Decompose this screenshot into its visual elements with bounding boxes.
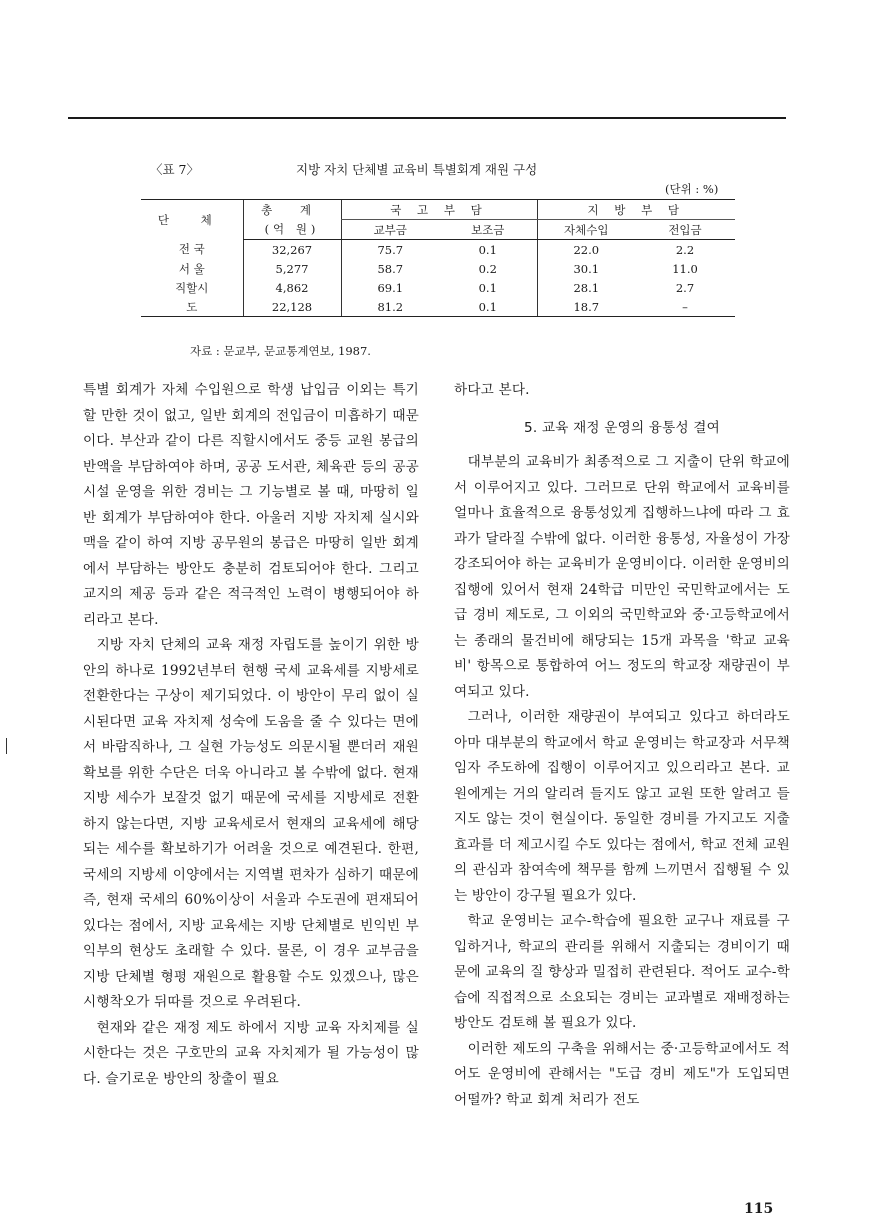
- section-heading: 5. 교육 재정 운영의 융통성 결여: [524, 419, 720, 436]
- cell-subsidy: 0.2: [478, 261, 497, 276]
- cell-total: 4,862: [243, 278, 341, 297]
- paragraph: 현재와 같은 재정 제도 하에서 지방 교육 자치제를 실시한다는 것은 구호만의 교육 자치제가 될 가능성이 많다. 슬기로운 방안의 창출이 필요: [83, 1019, 419, 1087]
- table-source: 자료 : 문교부, 문교통계연보, 1987.: [190, 344, 371, 358]
- paragraph: 이러한 제도의 구축을 위해서는 중·고등학교에서도 적어도 운영비에 관해서는 "도급 경비 제도"가 도입되면 어떨까? 학교 회계 처리가 전도: [454, 1040, 790, 1108]
- cell-subsidy: 0.1: [478, 242, 497, 257]
- row-name: 서 울: [178, 261, 205, 276]
- paragraph-continuation: 하다고 본다.: [454, 382, 530, 398]
- paragraph: 대부분의 교육비가 최종적으로 그 지출이 단위 학교에서 이루어지고 있다. 그러므로 단위 학교에서 교육비를 얼마나 효율적으로 융통성있게 집행하느냐에 따라 그 효과가 달라질 수밖에 없다. 이러한 융통성, 자율성이 가장 강조되어야 하는 교육비가 운영비이다. 이러한 운영비의 집행에 있어서 현재 24학급 미만인 국민학교에서는 도급 경비 제도로, 그 이외의 국민학교와 중·고등학교에서는 종래의 물건비에 해당되는 15개 과목을 '학교 교육비' 항목으로 통합하여 어느 정도의 학교장 재량권이 부여되고 있다.: [454, 454, 790, 700]
- cell-transfer: –: [635, 297, 735, 317]
- header-subsidy: 보조금: [439, 220, 537, 240]
- header-category: 단 체: [141, 200, 243, 240]
- left-column: [83, 378, 419, 1092]
- table-row: [141, 297, 735, 317]
- cell-transfer: 2.2: [675, 242, 695, 257]
- paragraph: 그러나, 이러한 재량권이 부여되고 있다고 하더라도 아마 대부분의 학교에서 학교 운영비는 학교장과 서무책임자 주도하에 집행이 이루어지고 있으리라고 본다. 교원에게는 거의 알리려 들지도 않고 교원 또한 알려고 들지도 않는 것이 현실이다. 동일한 경비를 가지고도 지출 효과를 더 제고시킬 수도 있다는 점에서, 학교 전체 교원의 관심과 참여속에 책무를 함께 느끼면서 집행될 수 있는 방안이 강구될 필요가 있다.: [454, 709, 790, 904]
- paragraph: 지방 자치 단체의 교육 재정 자립도를 높이기 위한 방안의 하나로 1992년부터 현행 국세 교육세를 지방세로 전환한다는 구상이 제기되었다. 이 방안이 무리 없이 실시된다면 교육 자치제 성숙에 도움을 줄 수 있다는 면에서 바람직하나, 그 실현 가능성도 의문시될 뿐더러 재원 확보를 위한 수단은 더욱 아니라고 볼 수밖에 없다. 현재 지방 세수가 보잘것 없기 때문에 국세를 지방세로 전환하지 않는다면, 지방 교육세로서 현재의 교육세에 해당되는 세수를 확보하기가 어려울 것으로 예견된다. 한편, 국세의 지방세 이양에서는 지역별 편차가 심하기 때문에 즉, 현재 국세의 60%이상이 서울과 수도권에 편재되어 있다는 점에서, 지방 교육세는 지방 단체별로 빈익빈 부익부의 현상도 초래할 수 있다. 물론, 이 경우 교부금을 지방 단체별 형평 재원으로 활용할 수도 있겠으나, 많은 시행착오가 뒤따를 것으로 우려된다.: [83, 637, 419, 1010]
- cell-grant: 58.7: [341, 259, 439, 278]
- header-own: 자체수입: [537, 220, 635, 240]
- table-row: [141, 278, 735, 297]
- header-total-unit: (억 원): [243, 220, 341, 240]
- cell-grant: 81.2: [341, 297, 439, 317]
- header-national: 국 고 부 담: [341, 200, 537, 220]
- cell-own: 28.1: [537, 278, 635, 297]
- header-local: 지 방 부 담: [537, 200, 735, 220]
- cell-transfer: 2.7: [675, 280, 695, 295]
- cell-own: 30.1: [537, 259, 635, 278]
- row-name: 전 국: [178, 242, 205, 257]
- table-label: 〈표 7〉: [150, 162, 200, 177]
- cell-subsidy: 0.1: [478, 280, 497, 295]
- paragraph: 특별 회계가 자체 수입원으로 학생 납입금 이외는 특기할 만한 것이 없고, 일반 회계의 전입금이 미흡하기 때문이다. 부산과 같이 다른 직할시에서도 중등 교원 봉급의 반액을 부담하여야 하며, 공공 도서관, 체육관 등의 공공 시설 운영을 위한 경비는 그 기능별로 볼 때, 마땅히 일반 회계가 부담하여야 한다. 아울러 지방 자치제 실시와 맥을 같이 하여 지방 공무원의 봉급은 마땅히 일반 회계에서 부담하는 방안도 충분히 검토되어야 한다. 그리고 교지의 제공 등과 같은 적극적인 노력이 병행되어야 하리라고 본다.: [83, 382, 419, 628]
- table-row: [141, 259, 735, 278]
- header-rule: [68, 117, 786, 119]
- cell-own: 18.7: [537, 297, 635, 317]
- margin-mark: [6, 738, 7, 754]
- cell-total: 5,277: [243, 259, 341, 278]
- cell-own: 22.0: [537, 240, 635, 260]
- cell-total: 22,128: [243, 297, 341, 317]
- cell-grant: 75.7: [341, 240, 439, 260]
- header-grant: 교부금: [341, 220, 439, 240]
- cell-grant: 69.1: [341, 278, 439, 297]
- cell-total: 32,267: [243, 240, 341, 260]
- finance-table: [141, 199, 735, 317]
- paragraph: 학교 운영비는 교수-학습에 필요한 교구나 재료를 구입하거나, 학교의 관리를 위해서 지출되는 경비이기 때문에 교육의 질 향상과 밀접히 관련된다. 적어도 교수-학습에 직접적으로 소요되는 경비는 교과별로 재배정하는 방안도 검토해 볼 필요가 있다.: [454, 913, 790, 1031]
- right-column: [454, 378, 790, 1113]
- table-unit: (단위 : %): [665, 182, 719, 196]
- table-row: [141, 240, 735, 260]
- page-number: 115: [744, 1201, 774, 1217]
- header-transfer: 전입금: [635, 220, 735, 240]
- cell-transfer: 11.0: [672, 261, 698, 276]
- table-title: 지방 자치 단체별 교육비 특별회계 재원 구성: [296, 162, 538, 177]
- cell-subsidy: 0.1: [439, 297, 537, 317]
- row-name: 직할시: [175, 280, 209, 295]
- header-total: 총 계: [243, 200, 341, 220]
- row-name: 도: [141, 297, 243, 317]
